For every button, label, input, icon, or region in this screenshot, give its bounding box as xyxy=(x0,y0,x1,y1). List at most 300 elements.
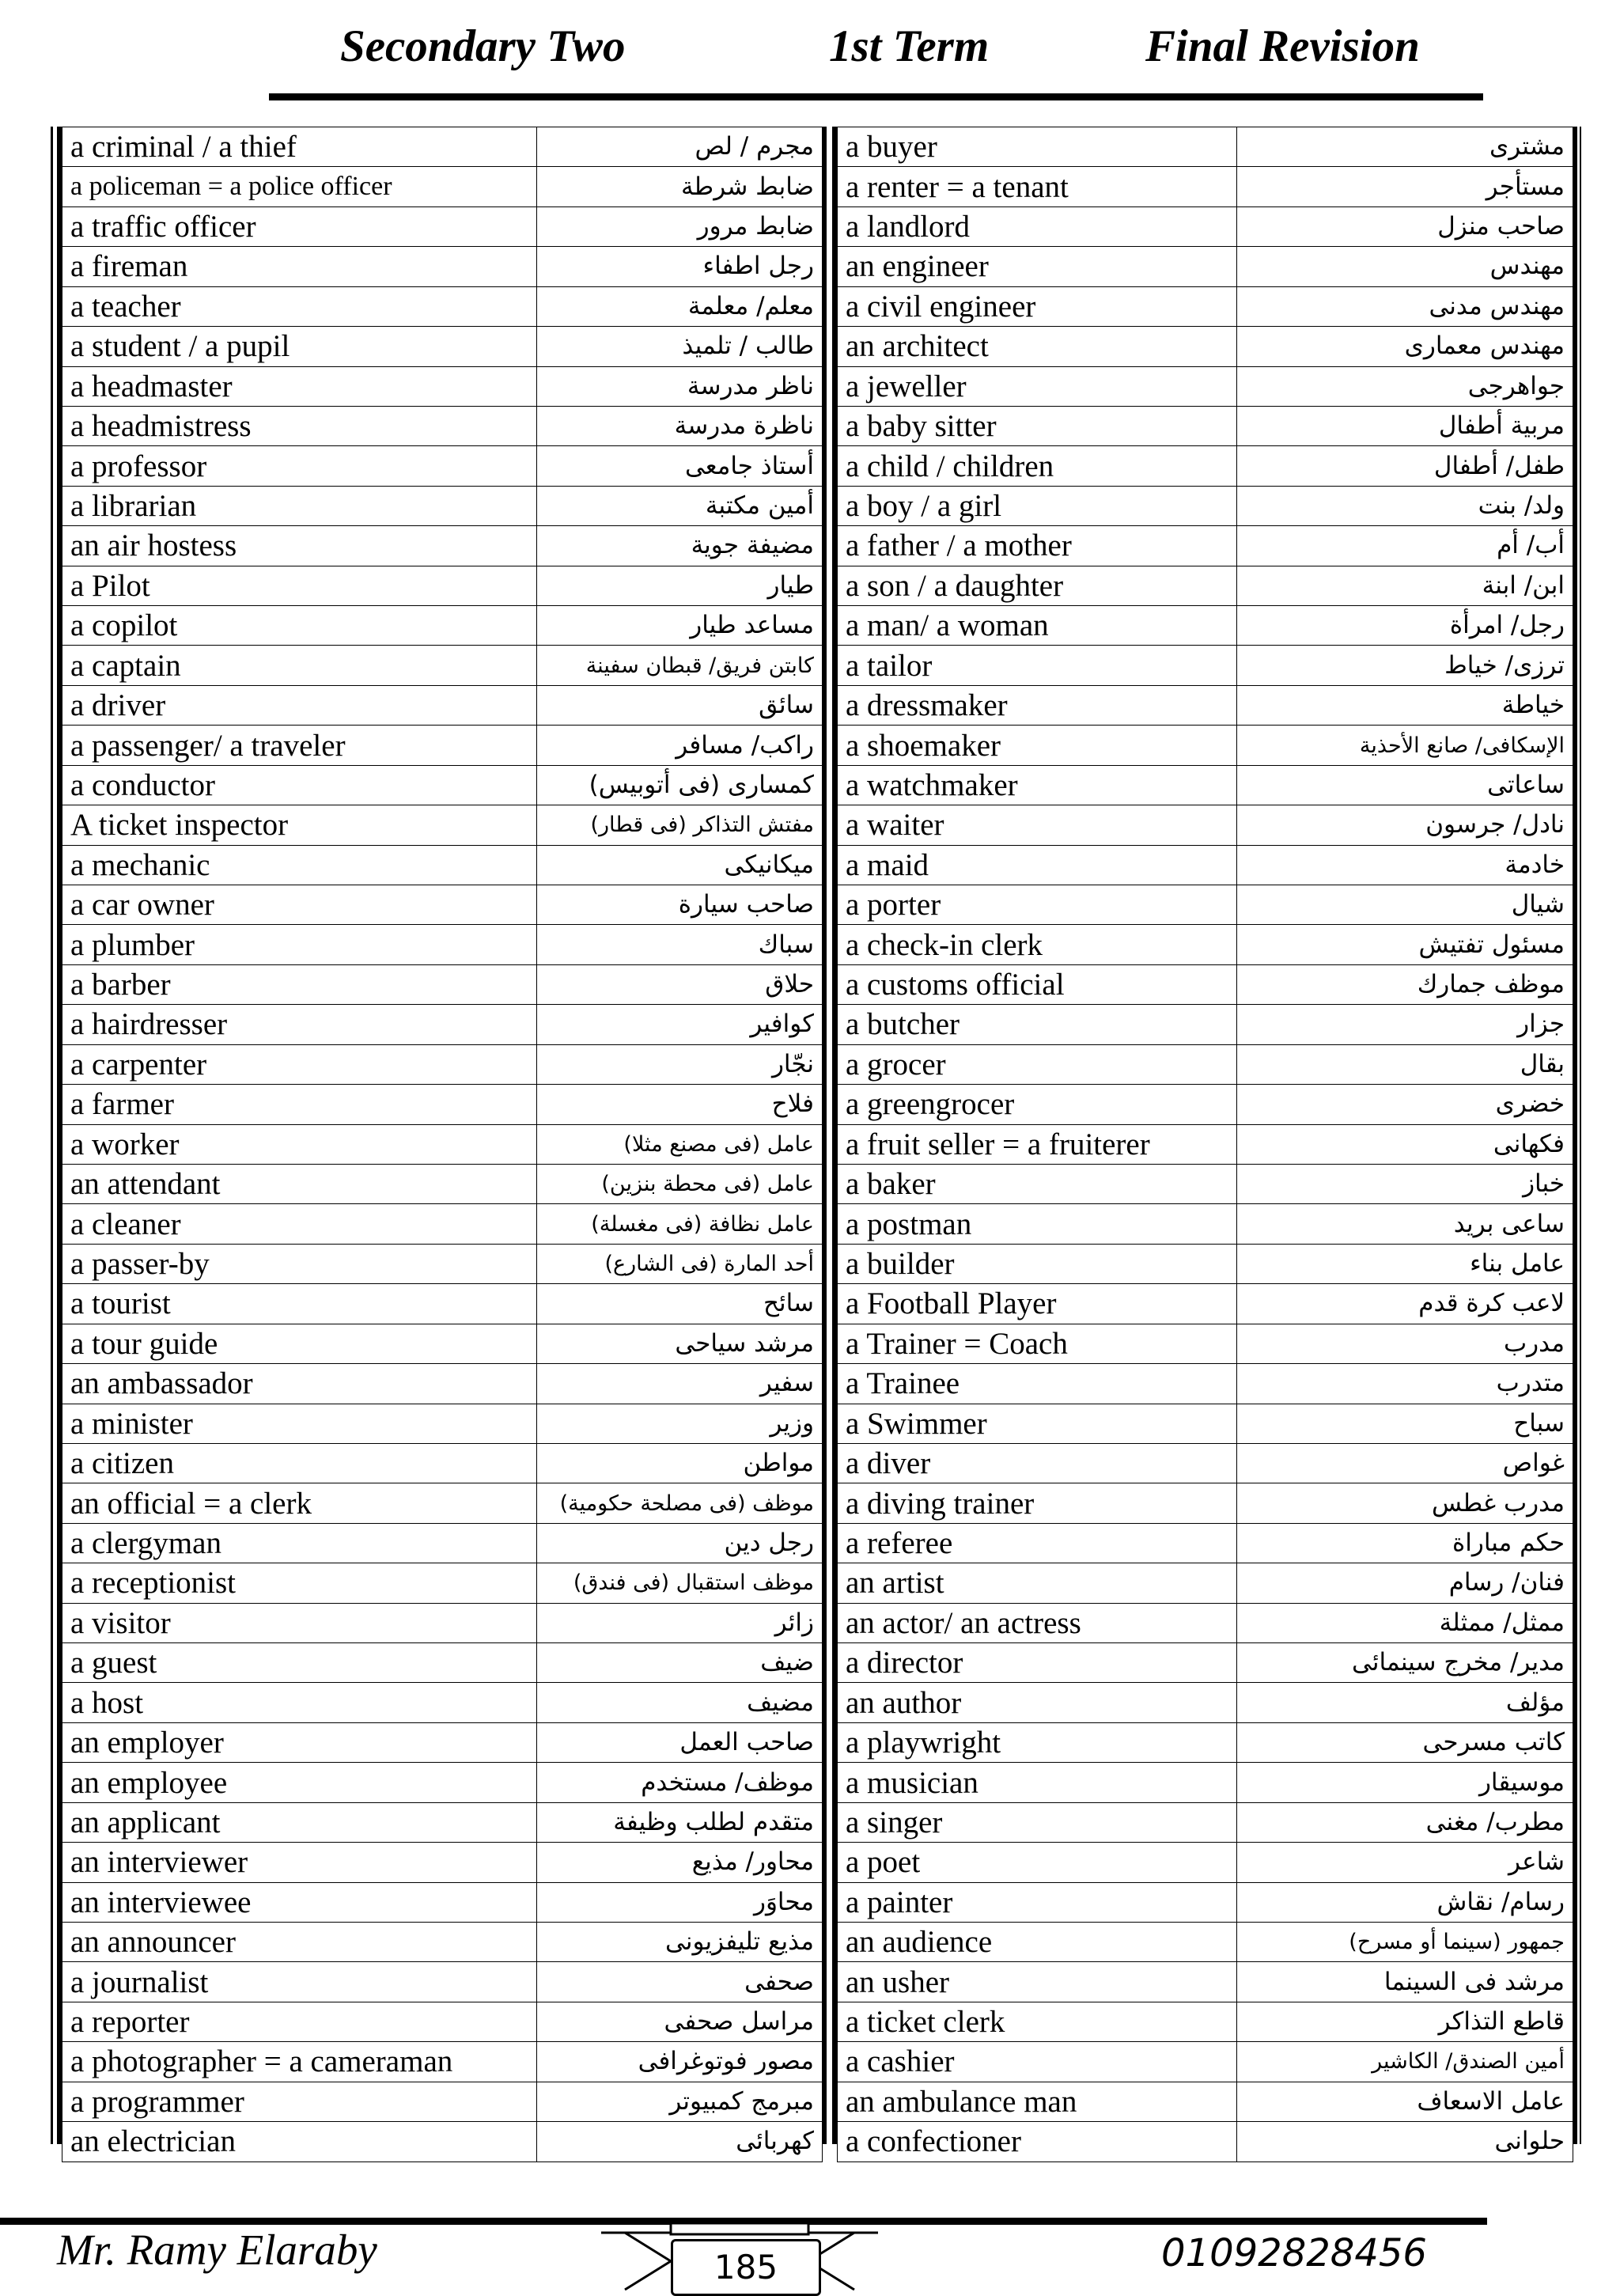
english-term: an employer xyxy=(62,1722,537,1762)
vocab-row xyxy=(838,1843,1573,1882)
arabic-translation: كاتب مسرحى xyxy=(1237,1722,1573,1762)
arabic-translation: حلاق xyxy=(537,964,823,1004)
arabic-translation: معلم/ معلمة xyxy=(537,286,823,326)
english-term: a watchmaker xyxy=(838,765,1237,805)
arabic-translation: مواطن xyxy=(537,1443,823,1483)
vocab-row xyxy=(838,2122,1573,2161)
arabic-translation: فكهانى xyxy=(1237,1124,1573,1164)
vocab-row xyxy=(62,127,823,167)
vocab-row xyxy=(62,606,823,646)
arabic-translation: غواص xyxy=(1237,1443,1573,1483)
vocab-row xyxy=(838,1085,1573,1124)
arabic-translation: خياطة xyxy=(1237,685,1573,725)
arabic-translation: شيال xyxy=(1237,885,1573,925)
arabic-translation: جزار xyxy=(1237,1005,1573,1044)
english-term: a man/ a woman xyxy=(838,606,1237,646)
english-term: a buyer xyxy=(838,127,1237,167)
english-term: a tour guide xyxy=(62,1324,537,1363)
vocab-row xyxy=(838,1882,1573,1922)
english-term: a programmer xyxy=(62,2082,537,2121)
arabic-translation: ناظر مدرسة xyxy=(537,366,823,406)
arabic-translation: مهندس xyxy=(1237,247,1573,286)
english-term: an author xyxy=(838,1683,1237,1722)
english-term: a painter xyxy=(838,1882,1237,1922)
english-term: a musician xyxy=(838,1763,1237,1802)
english-term: a waiter xyxy=(838,805,1237,845)
arabic-translation: سائح xyxy=(537,1284,823,1324)
vocab-row xyxy=(838,765,1573,805)
english-term: an official = a clerk xyxy=(62,1483,537,1523)
vocab-row xyxy=(62,765,823,805)
arabic-translation: مدرب غطس xyxy=(1237,1483,1573,1523)
vocab-row xyxy=(62,1443,823,1483)
english-term: a maid xyxy=(838,845,1237,885)
english-term: a driver xyxy=(62,685,537,725)
arabic-translation: مذيع تليفزيونى xyxy=(537,1922,823,1961)
arabic-translation: سفير xyxy=(537,1364,823,1404)
arabic-translation: ترزى/ خياط xyxy=(1237,646,1573,685)
header-grade: Secondary Two xyxy=(340,21,626,71)
arabic-translation: مضيفة جوية xyxy=(537,526,823,566)
arabic-translation: طفل/ أطفال xyxy=(1237,446,1573,486)
arabic-translation: مجرم / لص xyxy=(537,127,823,167)
english-term: an employee xyxy=(62,1763,537,1802)
arabic-translation: رجل/ امرأة xyxy=(1237,606,1573,646)
english-term: an artist xyxy=(838,1563,1237,1603)
english-term: a baby sitter xyxy=(838,406,1237,445)
english-term: a librarian xyxy=(62,486,537,525)
vocab-row xyxy=(838,726,1573,765)
english-term: an engineer xyxy=(838,247,1237,286)
vocab-row xyxy=(838,2002,1573,2041)
vocab-row xyxy=(62,167,823,206)
english-term: a confectioner xyxy=(838,2122,1237,2161)
english-term: a car owner xyxy=(62,885,537,925)
arabic-translation: مستأجر xyxy=(1237,167,1573,206)
arabic-translation: نجّار xyxy=(537,1044,823,1084)
english-term: an actor/ an actress xyxy=(838,1603,1237,1642)
vocab-row xyxy=(62,2082,823,2121)
arabic-translation: رجل اطفاء xyxy=(537,247,823,286)
vocab-row xyxy=(838,1962,1573,2002)
vocab-row xyxy=(838,1204,1573,1244)
vocab-row xyxy=(838,1364,1573,1404)
vocab-row xyxy=(62,1244,823,1283)
english-term: a singer xyxy=(838,1802,1237,1842)
english-term: a headmaster xyxy=(62,366,537,406)
arabic-translation: مرشد فى السينما xyxy=(1237,1962,1573,2002)
vocab-row xyxy=(838,127,1573,167)
vocab-row xyxy=(62,206,823,246)
arabic-translation: محاوَر xyxy=(537,1882,823,1922)
vocab-row xyxy=(838,845,1573,885)
vocab-row xyxy=(838,1683,1573,1722)
vocab-row xyxy=(62,566,823,605)
english-term: a copilot xyxy=(62,606,537,646)
vocab-row xyxy=(62,1364,823,1404)
english-term: a child / children xyxy=(838,446,1237,486)
arabic-translation: قاطع التذاكر xyxy=(1237,2002,1573,2041)
arabic-translation: ميكانيكى xyxy=(537,845,823,885)
english-term: an architect xyxy=(838,327,1237,366)
vocab-row xyxy=(62,1882,823,1922)
vocab-row xyxy=(838,1722,1573,1762)
page-header xyxy=(0,21,1620,84)
header-title: Final Revision xyxy=(1145,21,1420,71)
english-term: an interviewer xyxy=(62,1843,537,1882)
arabic-translation: ضابط شرطة xyxy=(537,167,823,206)
arabic-translation: زائر xyxy=(537,1603,823,1642)
arabic-translation: صاحب منزل xyxy=(1237,206,1573,246)
vocab-left-column xyxy=(62,127,823,2162)
arabic-translation: سباك xyxy=(537,925,823,964)
vocab-row xyxy=(838,1763,1573,1802)
header-term: 1st Term xyxy=(829,21,990,71)
arabic-translation: ساعى بريد xyxy=(1237,1204,1573,1244)
vocab-row xyxy=(838,1005,1573,1044)
vocab-row xyxy=(62,1404,823,1443)
vocab-row xyxy=(838,247,1573,286)
english-term: a headmistress xyxy=(62,406,537,445)
english-term: an announcer xyxy=(62,1922,537,1961)
arabic-translation: مطرب/ مغنى xyxy=(1237,1802,1573,1842)
english-term: an ambulance man xyxy=(838,2082,1237,2121)
arabic-translation: مرشد سياحى xyxy=(537,1324,823,1363)
english-term: an ambassador xyxy=(62,1364,537,1404)
arabic-translation: ساعاتى xyxy=(1237,765,1573,805)
vocab-row xyxy=(62,1643,823,1683)
vocab-row xyxy=(838,526,1573,566)
vocab-row xyxy=(838,486,1573,525)
vocab-row xyxy=(838,1563,1573,1603)
arabic-translation: كهربائى xyxy=(537,2122,823,2161)
vocab-row xyxy=(62,1523,823,1563)
vocab-row xyxy=(838,1404,1573,1443)
english-term: a civil engineer xyxy=(838,286,1237,326)
english-term: a fruit seller = a fruiterer xyxy=(838,1124,1237,1164)
english-term: a greengrocer xyxy=(838,1085,1237,1124)
arabic-translation: أستاذ جامعى xyxy=(537,446,823,486)
vocab-row xyxy=(62,1284,823,1324)
arabic-translation: مصور فوتوغرافى xyxy=(537,2042,823,2082)
arabic-translation: عامل نظافة (فى مغسلة) xyxy=(537,1204,823,1244)
english-term: a tourist xyxy=(62,1284,537,1324)
vocab-row xyxy=(62,1763,823,1802)
english-term: a father / a mother xyxy=(838,526,1237,566)
english-term: a ticket clerk xyxy=(838,2002,1237,2041)
arabic-translation: مهندس معمارى xyxy=(1237,327,1573,366)
vocab-row xyxy=(838,1922,1573,1961)
table-border-left-outer xyxy=(51,127,53,2144)
vocab-row xyxy=(62,964,823,1004)
arabic-translation: ضيف xyxy=(537,1643,823,1683)
english-term: a captain xyxy=(62,646,537,685)
arabic-translation: عامل الاسعاف xyxy=(1237,2082,1573,2121)
vocab-row xyxy=(838,1044,1573,1084)
english-term: a referee xyxy=(838,1523,1237,1563)
arabic-translation: ابن/ ابنة xyxy=(1237,566,1573,605)
vocab-row xyxy=(62,1483,823,1523)
vocab-row xyxy=(62,327,823,366)
vocab-row xyxy=(62,726,823,765)
arabic-translation: موظف استقبال (فى فندق) xyxy=(537,1563,823,1603)
arabic-translation: مدرب xyxy=(1237,1324,1573,1363)
arabic-translation: جمهور (سينما أو مسرح) xyxy=(1237,1922,1573,1961)
vocab-row xyxy=(838,1284,1573,1324)
english-term: a jeweller xyxy=(838,366,1237,406)
english-term: a check-in clerk xyxy=(838,925,1237,964)
arabic-translation: ممثل/ ممثلة xyxy=(1237,1603,1573,1642)
vocabulary-table xyxy=(51,127,1581,2159)
arabic-translation: رجل دين xyxy=(537,1523,823,1563)
vocab-row xyxy=(62,1164,823,1203)
vocab-row xyxy=(62,1124,823,1164)
arabic-translation: متدرب xyxy=(1237,1364,1573,1404)
english-term: a postman xyxy=(838,1204,1237,1244)
vocab-row xyxy=(62,2122,823,2161)
english-term: a farmer xyxy=(62,1085,537,1124)
english-term: a Trainee xyxy=(838,1364,1237,1404)
arabic-translation: كمسارى (فى أتوبيس) xyxy=(537,765,823,805)
english-term: a baker xyxy=(838,1164,1237,1203)
arabic-translation: مضيف xyxy=(537,1683,823,1722)
arabic-translation: راكب/ مسافر xyxy=(537,726,823,765)
arabic-translation: خضرى xyxy=(1237,1085,1573,1124)
arabic-translation: مهندس مدنى xyxy=(1237,286,1573,326)
vocab-row xyxy=(62,1005,823,1044)
english-term: an interviewee xyxy=(62,1882,537,1922)
vocab-row xyxy=(838,1124,1573,1164)
english-term: an applicant xyxy=(62,1802,537,1842)
vocab-row xyxy=(62,2002,823,2041)
english-term: an audience xyxy=(838,1922,1237,1961)
english-term: a reporter xyxy=(62,2002,537,2041)
arabic-translation: أحد المارة (فى الشارع) xyxy=(537,1244,823,1283)
vocab-row xyxy=(62,1563,823,1603)
english-term: a citizen xyxy=(62,1443,537,1483)
vocab-row xyxy=(838,964,1573,1004)
english-term: a worker xyxy=(62,1124,537,1164)
arabic-translation: جواهرجى xyxy=(1237,366,1573,406)
english-term: a dressmaker xyxy=(838,685,1237,725)
arabic-translation: ضابط مرور xyxy=(537,206,823,246)
vocab-row xyxy=(838,167,1573,206)
vocab-row xyxy=(838,1643,1573,1683)
vocab-row xyxy=(62,1802,823,1842)
english-term: a Football Player xyxy=(838,1284,1237,1324)
vocab-row xyxy=(62,805,823,845)
english-term: a guest xyxy=(62,1643,537,1683)
vocab-row xyxy=(62,1204,823,1244)
arabic-translation: خباز xyxy=(1237,1164,1573,1203)
arabic-translation: الإسكافى/ صانع الأحذية xyxy=(1237,726,1573,765)
english-term: a teacher xyxy=(62,286,537,326)
arabic-translation: صاحب العمل xyxy=(537,1722,823,1762)
arabic-translation: موسيقار xyxy=(1237,1763,1573,1802)
english-term: a cashier xyxy=(838,2042,1237,2082)
arabic-translation: وزير xyxy=(537,1404,823,1443)
english-term: a mechanic xyxy=(62,845,537,885)
english-term: an air hostess xyxy=(62,526,537,566)
english-term: a photographer = a cameraman xyxy=(62,2042,537,2082)
vocab-row xyxy=(838,406,1573,445)
vocab-row xyxy=(62,1044,823,1084)
english-term: a plumber xyxy=(62,925,537,964)
english-term: a receptionist xyxy=(62,1563,537,1603)
english-term: a hairdresser xyxy=(62,1005,537,1044)
english-term: a playwright xyxy=(838,1722,1237,1762)
vocab-row xyxy=(838,286,1573,326)
english-term: a landlord xyxy=(838,206,1237,246)
arabic-translation: شاعر xyxy=(1237,1843,1573,1882)
vocab-row xyxy=(838,1802,1573,1842)
header-rule xyxy=(269,93,1483,100)
footer-phone: 01092828456 xyxy=(1161,2231,1427,2275)
arabic-translation: عامل (فى محطة بنزين) xyxy=(537,1164,823,1203)
english-term: a criminal / a thief xyxy=(62,127,537,167)
vocab-row xyxy=(62,925,823,964)
vocab-row xyxy=(838,366,1573,406)
arabic-translation: فنان/ رسام xyxy=(1237,1563,1573,1603)
vocab-row xyxy=(838,885,1573,925)
arabic-translation: طالب / تلميذ xyxy=(537,327,823,366)
english-term: a barber xyxy=(62,964,537,1004)
english-term: an attendant xyxy=(62,1164,537,1203)
arabic-translation: مراسل صحفى xyxy=(537,2002,823,2041)
english-term: a poet xyxy=(838,1843,1237,1882)
arabic-translation: مربية أطفال xyxy=(1237,406,1573,445)
vocab-row xyxy=(62,486,823,525)
vocab-row xyxy=(62,247,823,286)
english-term: a customs official xyxy=(838,964,1237,1004)
vocab-row xyxy=(838,1244,1573,1283)
arabic-translation: مساعد طيار xyxy=(537,606,823,646)
english-term: a son / a daughter xyxy=(838,566,1237,605)
english-term: a policeman = a police officer xyxy=(62,167,537,206)
arabic-translation: سائق xyxy=(537,685,823,725)
arabic-translation: صاحب سيارة xyxy=(537,885,823,925)
arabic-translation: سباح xyxy=(1237,1404,1573,1443)
vocab-row xyxy=(62,1922,823,1961)
vocab-row xyxy=(62,1603,823,1642)
arabic-translation: صحفى xyxy=(537,1962,823,2002)
vocab-row xyxy=(62,1962,823,2002)
english-term: a journalist xyxy=(62,1962,537,2002)
vocab-row xyxy=(838,1603,1573,1642)
english-term: a porter xyxy=(838,885,1237,925)
arabic-translation: فلاح xyxy=(537,1085,823,1124)
english-term: a professor xyxy=(62,446,537,486)
arabic-translation: حكم مباراة xyxy=(1237,1523,1573,1563)
arabic-translation: مؤلف xyxy=(1237,1683,1573,1722)
arabic-translation: موظف/ مستخدم xyxy=(537,1763,823,1802)
english-term: a builder xyxy=(838,1244,1237,1283)
english-term: a grocer xyxy=(838,1044,1237,1084)
english-term: an usher xyxy=(838,1962,1237,2002)
english-term: a diving trainer xyxy=(838,1483,1237,1523)
vocab-row xyxy=(838,805,1573,845)
english-term: a conductor xyxy=(62,765,537,805)
arabic-translation: ولد/ بنت xyxy=(1237,486,1573,525)
vocab-row xyxy=(62,646,823,685)
english-term: an electrician xyxy=(62,2122,537,2161)
english-term: A ticket inspector xyxy=(62,805,537,845)
vocab-row xyxy=(62,366,823,406)
arabic-translation: مشترى xyxy=(1237,127,1573,167)
vocab-right-column xyxy=(837,127,1573,2162)
english-term: a tailor xyxy=(838,646,1237,685)
arabic-translation: حلوانى xyxy=(1237,2122,1573,2161)
arabic-translation: طيار xyxy=(537,566,823,605)
table-border-right-outer xyxy=(1580,127,1581,2144)
english-term: a carpenter xyxy=(62,1044,537,1084)
arabic-translation: كوافير xyxy=(537,1005,823,1044)
english-term: a host xyxy=(62,1683,537,1722)
english-term: a passer-by xyxy=(62,1244,537,1283)
vocab-row xyxy=(838,1523,1573,1563)
english-term: a diver xyxy=(838,1443,1237,1483)
arabic-translation: بقال xyxy=(1237,1044,1573,1084)
arabic-translation: مدير/ مخرج سينمائى xyxy=(1237,1643,1573,1683)
english-term: a passenger/ a traveler xyxy=(62,726,537,765)
vocab-row xyxy=(62,446,823,486)
vocab-row xyxy=(838,1483,1573,1523)
arabic-translation: ناظرة مدرسة xyxy=(537,406,823,445)
arabic-translation: موظف (فى مصلحة حكومية) xyxy=(537,1483,823,1523)
english-term: a Pilot xyxy=(62,566,537,605)
vocab-row xyxy=(62,406,823,445)
english-term: a renter = a tenant xyxy=(838,167,1237,206)
arabic-translation: مفتش التذاكر (فى قطار) xyxy=(537,805,823,845)
arabic-translation: لاعب كرة قدم xyxy=(1237,1284,1573,1324)
vocab-row xyxy=(62,685,823,725)
vocab-row xyxy=(62,1683,823,1722)
english-term: a boy / a girl xyxy=(838,486,1237,525)
english-term: a Trainer = Coach xyxy=(838,1324,1237,1363)
arabic-translation: عامل (فى مصنع مثلا) xyxy=(537,1124,823,1164)
vocab-row xyxy=(838,925,1573,964)
footer-author: Mr. Ramy Elaraby xyxy=(57,2226,377,2274)
arabic-translation: كابتن فريق/ قبطان سفينة xyxy=(537,646,823,685)
vocab-row xyxy=(838,685,1573,725)
english-term: a clergyman xyxy=(62,1523,537,1563)
english-term: a director xyxy=(838,1643,1237,1683)
vocab-row xyxy=(62,1085,823,1124)
arabic-translation: نادل/ جرسون xyxy=(1237,805,1573,845)
arabic-translation: أب/ أم xyxy=(1237,526,1573,566)
arabic-translation: خادمة xyxy=(1237,845,1573,885)
english-term: a minister xyxy=(62,1404,537,1443)
vocab-row xyxy=(838,446,1573,486)
vocab-row xyxy=(62,885,823,925)
arabic-translation: موظف جمارك xyxy=(1237,964,1573,1004)
vocab-row xyxy=(838,2042,1573,2082)
english-term: a shoemaker xyxy=(838,726,1237,765)
arabic-translation: أمين مكتبة xyxy=(537,486,823,525)
arabic-translation: رسام/ نقاش xyxy=(1237,1882,1573,1922)
vocab-row xyxy=(838,1324,1573,1363)
english-term: a cleaner xyxy=(62,1204,537,1244)
vocab-row xyxy=(838,327,1573,366)
page-number: 185 xyxy=(671,2239,821,2296)
english-term: a visitor xyxy=(62,1603,537,1642)
vocab-row xyxy=(838,206,1573,246)
vocab-row xyxy=(838,566,1573,605)
vocab-row xyxy=(838,1164,1573,1203)
arabic-translation: متقدم لطلب وظيفة xyxy=(537,1802,823,1842)
vocab-row xyxy=(62,1324,823,1363)
vocab-row xyxy=(838,2082,1573,2121)
